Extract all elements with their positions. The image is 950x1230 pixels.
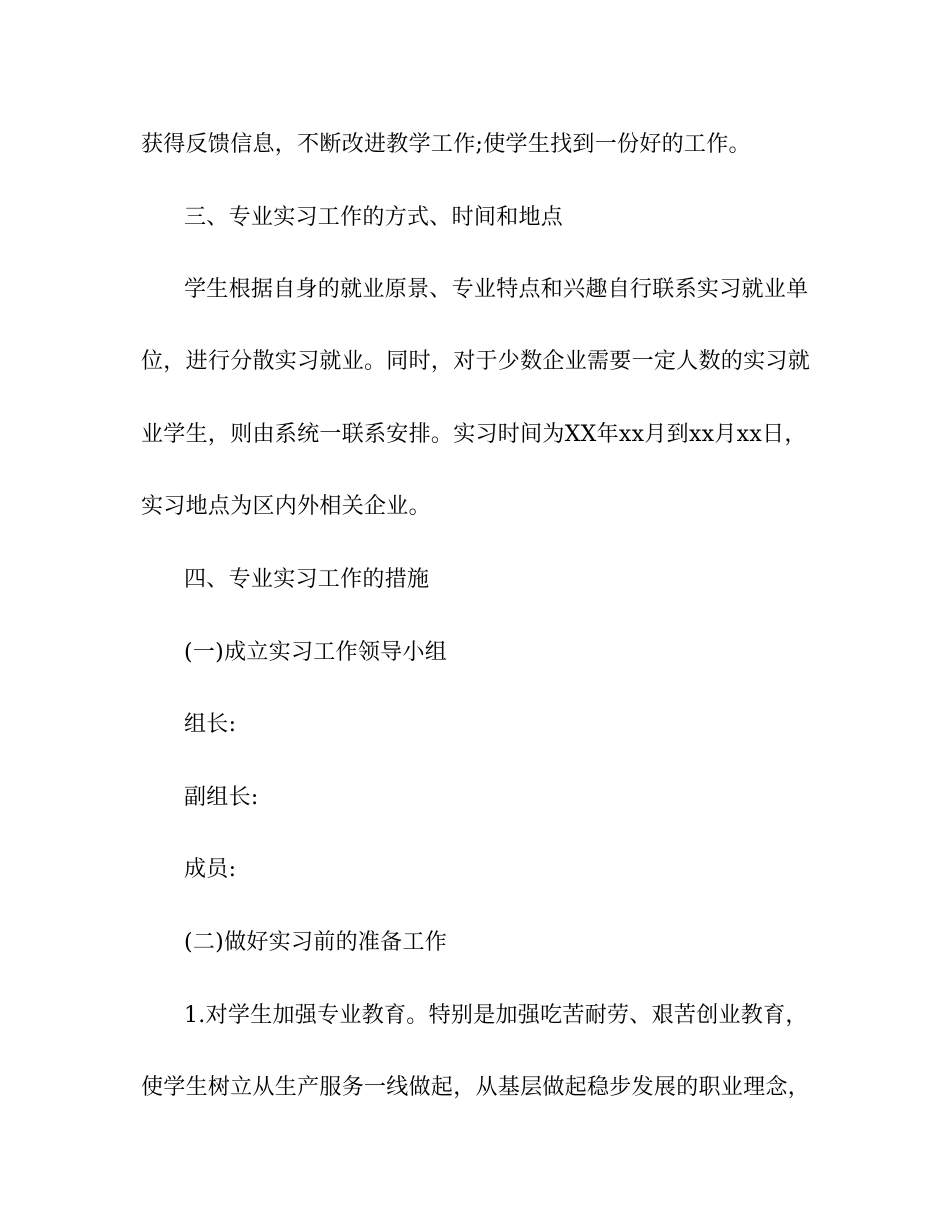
paragraph-line: 位，进行分散实习就业。同时，对于少数企业需要一定人数的实习就 (141, 349, 811, 374)
paragraph-line: 实习地点为区内外相关企业。 (141, 494, 431, 519)
paragraph-line: 业学生，则由系统一联系安排。实习时间为XX年xx月到xx月xx日， (141, 422, 807, 447)
section-heading: 四、专业实习工作的措施 (184, 567, 430, 592)
section-heading: 三、专业实习工作的方式、时间和地点 (184, 205, 564, 230)
paragraph-line: 获得反馈信息，不断改进教学工作;使学生找到一份好的工作。 (141, 132, 751, 157)
paragraph-line: 1.对学生加强专业教育。特别是加强吃苦耐劳、艰苦创业教育， (184, 1003, 808, 1028)
deputy-leader-label: 副组长: (184, 785, 259, 810)
members-label: 成员: (184, 857, 237, 882)
team-leader-label: 组长: (184, 712, 237, 737)
paragraph-line: 学生根据自身的就业原景、专业特点和兴趣自行联系实习就业单 (184, 277, 809, 302)
paragraph-line: 使学生树立从生产服务一线做起，从基层做起稳步发展的职业理念， (141, 1075, 811, 1100)
subsection-heading: (一)成立实习工作领导小组 (184, 640, 448, 665)
subsection-heading: (二)做好实习前的准备工作 (184, 930, 448, 955)
